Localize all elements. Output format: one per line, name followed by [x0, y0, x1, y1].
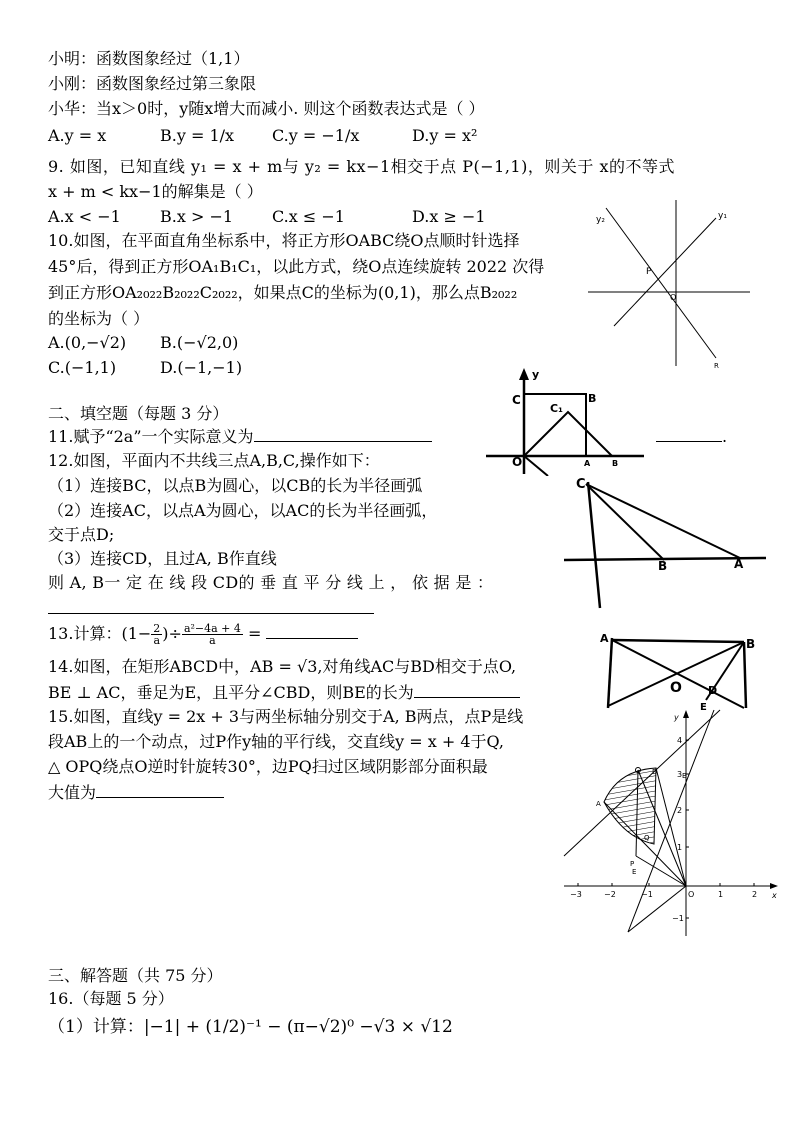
q10-rotated-square [524, 412, 612, 456]
q9-line-y1 [614, 218, 716, 326]
q10-label-o: O [512, 455, 523, 469]
q10-line1: 10.如图，在平面直角坐标系中，将正方形OABC绕O点顺时针选择 [48, 231, 520, 250]
q12-answer-line [48, 597, 374, 620]
q9-line2: x + m < kx−1的解集是（ ） [48, 182, 263, 201]
q15-figure [560, 706, 782, 938]
q8-opt-b: B.y = 1/x [160, 126, 235, 145]
q10-label-c1: C₁ [550, 402, 563, 415]
q9-label-p: P [646, 267, 652, 277]
q10-line2: 45°后，得到正方形OA₁B₁C₁，以此方式，绕O点连续旋转 2022 次得 [48, 257, 545, 276]
q13-equals: = [247, 624, 262, 643]
q8-opt-c: C.y = −1/x [272, 126, 360, 145]
q10-y-arrow [519, 368, 529, 380]
q15-xtick-m1: −1 [641, 890, 653, 899]
q14-label-e: E [700, 702, 707, 710]
q15-xtick-m3: −3 [570, 890, 582, 899]
q16-title: 16.（每题 5 分） [48, 989, 174, 1008]
q12-blank [48, 597, 374, 614]
q14-prompt: BE ⊥ AC，垂足为E，且平分∠CBD，则BE的长为 [48, 683, 414, 702]
q15-line3: △ OPQ绕点O逆时针旋转30°，边PQ扫过区域阴影部分面积最 [48, 757, 488, 776]
q11-blank-2 [656, 425, 722, 442]
q12-label-c: C [576, 477, 586, 492]
q15-ytick-1: 1 [677, 843, 683, 852]
q10-label-c: C [512, 393, 521, 407]
q15-line2: 段AB上的一个动点，过P作y轴的平行线，交直线y = x + 4于Q, [48, 732, 504, 751]
q16-prefix: （1）计算： [48, 1017, 144, 1037]
q8-hua: 小华：当x＞0时，y随x增大而减小. 则这个函数表达式是（ ） [48, 99, 485, 118]
q12-label-b: B [658, 559, 668, 573]
q8-opt-a: A.y = x [48, 126, 107, 145]
q10-line4: 的坐标为（ ） [48, 309, 150, 328]
q14-label-o: O [670, 680, 682, 696]
q14-line1: 14.如图，在矩形ABCD中，AB = √3,对角线AC与BD相交于点O, [48, 657, 517, 676]
q9-label-o: O [670, 293, 677, 302]
q12-seg-cb [586, 484, 664, 560]
q11-period: . [722, 427, 728, 446]
q16-part1 [48, 1016, 453, 1038]
q15-prompt: 大值为 [48, 783, 97, 802]
q12-line1: 12.如图，平面内不共线三点A,B,C,操作如下： [48, 451, 380, 470]
q12-line2: （1）连接BC，以点B为圆心，以CB的长为半径画弧 [48, 476, 423, 495]
q15-line4 [48, 781, 224, 804]
q10-label-a: A [584, 459, 591, 468]
q12-line4: 交于点D; [48, 525, 115, 544]
q13-text [48, 620, 358, 648]
q10-label-y: y [532, 368, 540, 381]
q12-seg-ca [586, 484, 740, 558]
q9-line1: 9. 如图，已知直线 y₁ = x + m与 y₂ = kx−1相交于点 P(−1,1)，则关于 x的不等式 [48, 157, 675, 176]
q15-xtick-2: 2 [752, 890, 758, 899]
q8-gang: 小刚：函数图象经过第三象限 [48, 74, 257, 93]
q12-line5: （3）连接CD，且过A, B作直线 [48, 549, 277, 568]
q15-line1: 15.如图，直线y = 2x + 3与两坐标轴分别交于A, B两点，点P是线 [48, 707, 524, 726]
q13-prefix: 13.计算： [48, 624, 122, 643]
q10-opt-c: C.(−1,1) [48, 358, 117, 377]
q9-figure [584, 196, 754, 371]
q15-xtick-m2: −2 [604, 890, 616, 899]
q9-line-y2 [606, 208, 716, 358]
q15-shaded-region [604, 768, 656, 844]
q14-line2 [48, 681, 520, 704]
q15-pt-p: P [630, 860, 635, 868]
q11-blank [254, 425, 432, 442]
q10-opt-a: A.(0,−√2) [48, 333, 127, 352]
q9-label-r: R [714, 362, 719, 370]
q9-opt-b: B.x > −1 [160, 207, 234, 226]
q9-label-y1: y₁ [718, 211, 727, 221]
q10-opt-d: D.(−1,−1) [160, 358, 243, 377]
q15-ytick-m1: −1 [672, 914, 684, 923]
q10-figure [484, 366, 654, 476]
q10-opt-b: B.(−√2,0) [160, 333, 239, 352]
q10-label-b: B [588, 392, 597, 405]
q15-pt-d: D [652, 768, 658, 776]
q15-blank [96, 781, 224, 798]
q12-line3: （2）连接AC，以点A为圆心，以AC的长为半径画弧， [48, 501, 438, 520]
q15-axis-x: x [772, 891, 777, 900]
q13-blank [266, 622, 358, 639]
q14-label-d: D [708, 684, 718, 697]
section-3-title: 三、解答题（共 75 分） [48, 966, 223, 985]
q15-ytick-3: 3 [677, 770, 683, 779]
q11-prompt: 11.赋予“2a”一个实际意义为 [48, 427, 254, 446]
q16-expression: |−1| + (1/2)⁻¹ − (π−√2)⁰ −√3 × √12 [143, 1017, 453, 1037]
q14-figure [594, 630, 764, 710]
q13-fraction-1: $\frac{2}{a}$ [153, 622, 161, 647]
q11-text [48, 425, 432, 448]
q14-label-a: A [600, 632, 609, 645]
q11-tail [656, 425, 727, 448]
q13-expr-open: (1− [121, 624, 152, 643]
q14-blank [414, 681, 520, 698]
section-2-title: 二、填空题（每题 3 分） [48, 404, 229, 423]
q15-pt-b: B [682, 772, 687, 780]
q10-line3: 到正方形OA₂₀₂₂B₂₀₂₂C₂₀₂₂，如果点C的坐标为(0,1)，那么点B₂₀₂₂ [48, 283, 518, 302]
q15-pt-a: A [596, 800, 601, 808]
q15-pt-q: Q [644, 834, 650, 842]
q12-figure [560, 474, 770, 610]
q12-label-a: A [734, 557, 744, 571]
q13-expr-div: )÷ [162, 624, 182, 643]
q9-label-y2: y₂ [596, 215, 605, 225]
q15-axis-y: y [674, 713, 679, 722]
q9-opt-d: D.x ≥ −1 [412, 207, 486, 226]
q14-label-b: B [746, 637, 756, 651]
q15-ytick-4: 4 [677, 736, 683, 745]
q9-opt-c: C.x ≤ −1 [272, 207, 345, 226]
q10-label-b1: B [612, 459, 619, 468]
q9-opt-a: A.x < −1 [48, 207, 121, 226]
q8-ming: 小明：函数图象经过（1,1） [48, 49, 250, 68]
q15-xtick-1: 1 [718, 890, 724, 899]
q13-fraction-2: $\frac{\text{a²−4a + 4}}{a}$ [183, 622, 241, 647]
q12-vertical [588, 482, 600, 608]
q15-pt-e: E [632, 868, 637, 876]
q12-line6: 则 A, B一 定 在 线 段 CD的 垂 直 平 分 线 上 ， 依 据 是 ： [48, 573, 494, 592]
q15-origin: O [688, 890, 695, 899]
q8-opt-d: D.y = x² [412, 126, 478, 145]
q15-ytick-2: 2 [677, 806, 683, 815]
